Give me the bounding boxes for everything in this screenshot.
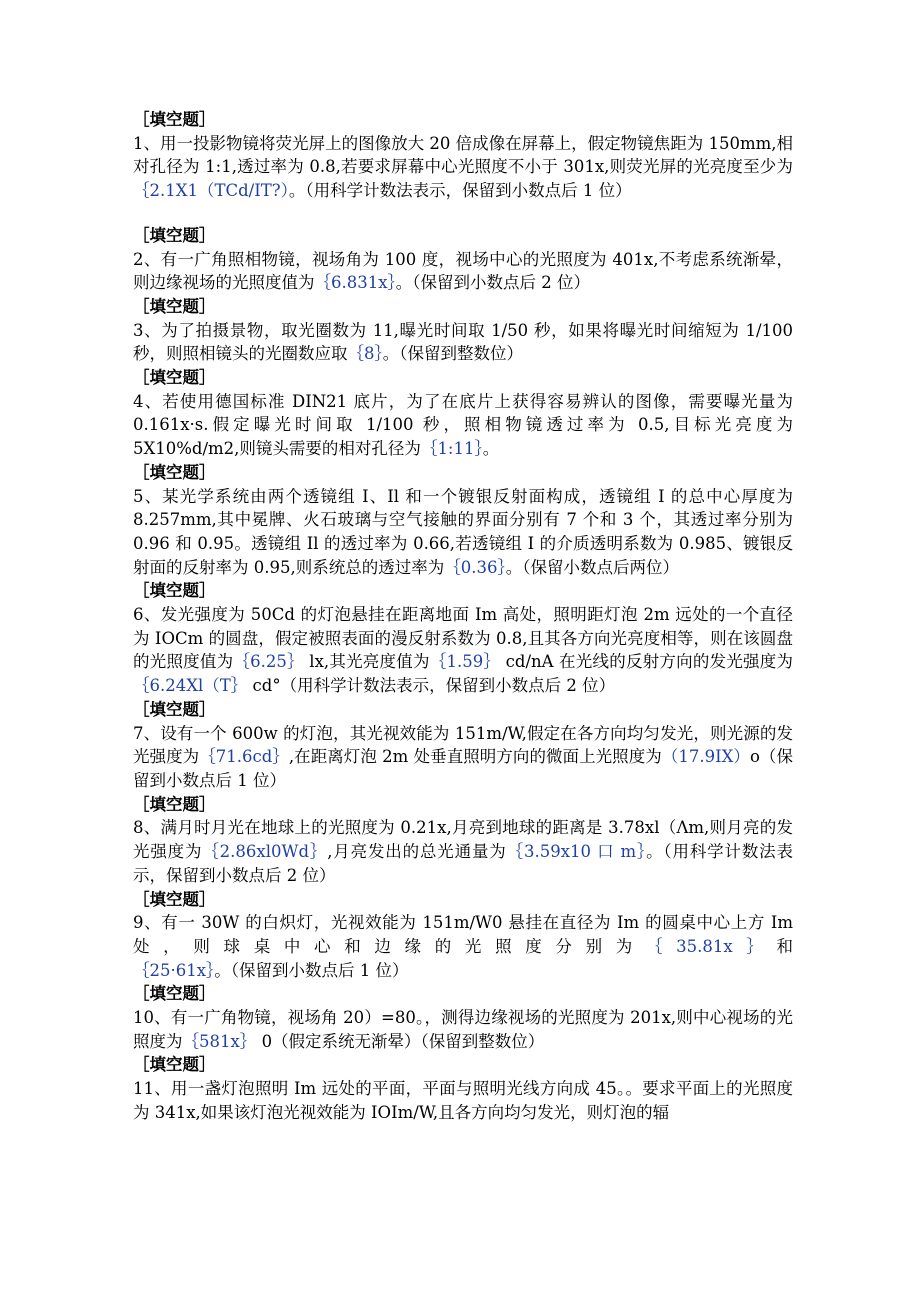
- question-2: [133, 248, 793, 295]
- answer-blank: ｛71.6cd｝: [199, 747, 289, 767]
- answer-blank: ｛0.36｝: [444, 557, 506, 577]
- answer-blank: ｛1.59｝: [429, 652, 501, 672]
- answer-blank: ｛35.81x｝: [645, 936, 777, 956]
- question-9: [133, 911, 793, 982]
- question-text: lx,其光亮度值为: [309, 652, 430, 672]
- question-7: [133, 722, 793, 793]
- question-type-heading: ［填空题］: [133, 889, 216, 909]
- answer-blank: （17.9IX）: [661, 747, 750, 767]
- question-text: 1、用一投影物镜将荧光屏上的图像放大 20 倍成像在屏幕上，假定物镜焦距为 150mm,相对孔径为 1:1,透过率为 0.8,若要求屏幕中心光照度不小于 301x,则荧光屏的光亮度至少为: [133, 133, 793, 177]
- question-text: 11、用一盏灯泡照明 Im 远处的平面，平面与照明光线方向成 45。。要求平面上的光照度为 341x,如果该灯泡光视效能为 IOIm/W,且各方向均匀发光，则灯泡的辐: [133, 1079, 793, 1122]
- question-text: o（保留到小数点后 1 位）: [133, 747, 793, 790]
- question-text: 7、设有一个 600w 的灯泡，其光视效能为 151m∕W,假定在各方向均匀发光，则光源的发光强度为: [133, 723, 793, 767]
- answer-blank: ｛2.86xl0Wd｝: [202, 842, 328, 862]
- question-text: 。（用科学计数法表示，保留到小数点后 2 位）: [133, 842, 794, 885]
- answer-blank: ｛3.59x10 口 m｝: [506, 842, 647, 862]
- question-type-heading: ［填空题］: [133, 296, 216, 316]
- question-text: 和: [776, 936, 793, 956]
- question-text: 。: [482, 439, 500, 459]
- question-1: [133, 132, 793, 203]
- question-3: [133, 319, 793, 366]
- answer-blank: ｛6.24Xl（T｝: [133, 676, 248, 696]
- question-4: [133, 390, 793, 461]
- question-type-heading: ［填空题］: [133, 1055, 216, 1075]
- question-text: 9、有一 30W 的白炽灯，光视效能为 151m∕W0 悬挂在直径为 Im 的圆桌中心上方 Im 处，则球桌中心和边缘的光照度分别为: [133, 913, 793, 956]
- answer-blank: ｛581x｝: [182, 1031, 257, 1051]
- question-type-heading: ［填空题］: [133, 699, 216, 719]
- document-page: [133, 108, 793, 1125]
- question-5: [133, 485, 793, 580]
- question-text: 。（保留小数点后两位）: [505, 557, 679, 577]
- answer-blank: ｛8｝: [347, 344, 383, 364]
- question-text: ,在距离灯泡 2m 处垂直照明方向的微面上光照度为: [288, 747, 662, 767]
- question-type-heading: ［填空题］: [133, 581, 216, 601]
- question-text: 3、为了拍摄景物，取光圈数为 11,曝光时间取 1/50 秒，如果将曝光时间缩短为 1/100 秒，则照相镜头的光圈数应取: [133, 320, 793, 364]
- question-text: cd°（用科学计数法表示，保留到小数点后 2 位）: [252, 676, 616, 696]
- question-text: 4、若使用德国标准 DIN21 底片，为了在底片上获得容易辨认的图像，需要曝光量为 0.161x·s.假定曝光时间取 1/100 秒，照相物镜透过率为 0.5,目标光亮度为 5X10%d∕m2,则镜头需要的相对孔径为: [133, 391, 793, 459]
- question-text: 8、满月时月光在地球上的光照度为 0.21x,月亮到地球的距离是 3.78xl（Λm,则月亮的发光强度为: [133, 818, 793, 862]
- question-6: [133, 603, 793, 698]
- question-text: 6、发光强度为 50Cd 的灯泡悬挂在距离地面 Im 高处，照明距灯泡 2m 远处的一个直径为 IOCm 的圆盘，假定被照表面的漫反射系数为 0.8,且其各方向光亮度相等，则在该圆盘的光照度值为: [133, 605, 793, 672]
- question-text: 5、某光学系统由两个透镜组 I、Il 和一个镀银反射面构成，透镜组 I 的总中心厚度为 8.257mm,其中冕牌、火石玻璃与空气接触的界面分别有 7 个和 3 个，其透过率分别为 0.96 和 0.95。透镜组 Il 的透过率为 0.66,若透镜组 I 的介质透明系数为 0.985、镀银反射面的反射率为 0.95,则系统总的透过率为: [133, 486, 793, 577]
- answer-blank: ｛2.1X1（TCd/IT?）: [133, 181, 289, 201]
- question-11: [133, 1077, 793, 1124]
- question-type-heading: ［填空题］: [133, 462, 216, 482]
- question-text: ,月亮发出的总光通量为: [327, 842, 507, 862]
- question-text: 0（假定系统无渐晕）（保留到整数位）: [261, 1031, 545, 1051]
- question-text: cd/nA 在光线的反射方向的发光强度为: [505, 652, 794, 672]
- question-8: [133, 816, 793, 887]
- question-text: 2、有一广角照相物镜，视场角为 100 度，视场中心的光照度为 401x,不考虑系统渐晕，则边缘视场的光照度值为: [133, 249, 793, 293]
- question-text: 。（用科学计数法表示，保留到小数点后 1 位）: [288, 181, 632, 201]
- question-text: 10、有一广角物镜，视场角 20）=80。，测得边缘视场的光照度为 201x,则中心视场的光照度为: [133, 1008, 793, 1051]
- answer-blank: ｛6.25｝: [233, 652, 304, 672]
- question-text: 。（保留到整数位）: [382, 344, 523, 364]
- answer-blank: ｛25·61x｝: [133, 960, 215, 980]
- question-type-heading: ［填空题］: [133, 225, 216, 245]
- question-type-heading: ［填空题］: [133, 110, 216, 129]
- question-10: [133, 1006, 793, 1053]
- question-text: 。（保留到小数点后 1 位）: [214, 960, 409, 980]
- question-text: 。（保留到小数点后 2 位）: [395, 273, 591, 293]
- question-type-heading: ［填空题］: [133, 794, 216, 814]
- question-type-heading: ［填空题］: [133, 368, 216, 388]
- question-type-heading: ［填空题］: [133, 984, 216, 1004]
- answer-blank: ｛1:11｝: [420, 439, 483, 459]
- answer-blank: ｛6.831x｝: [314, 273, 396, 293]
